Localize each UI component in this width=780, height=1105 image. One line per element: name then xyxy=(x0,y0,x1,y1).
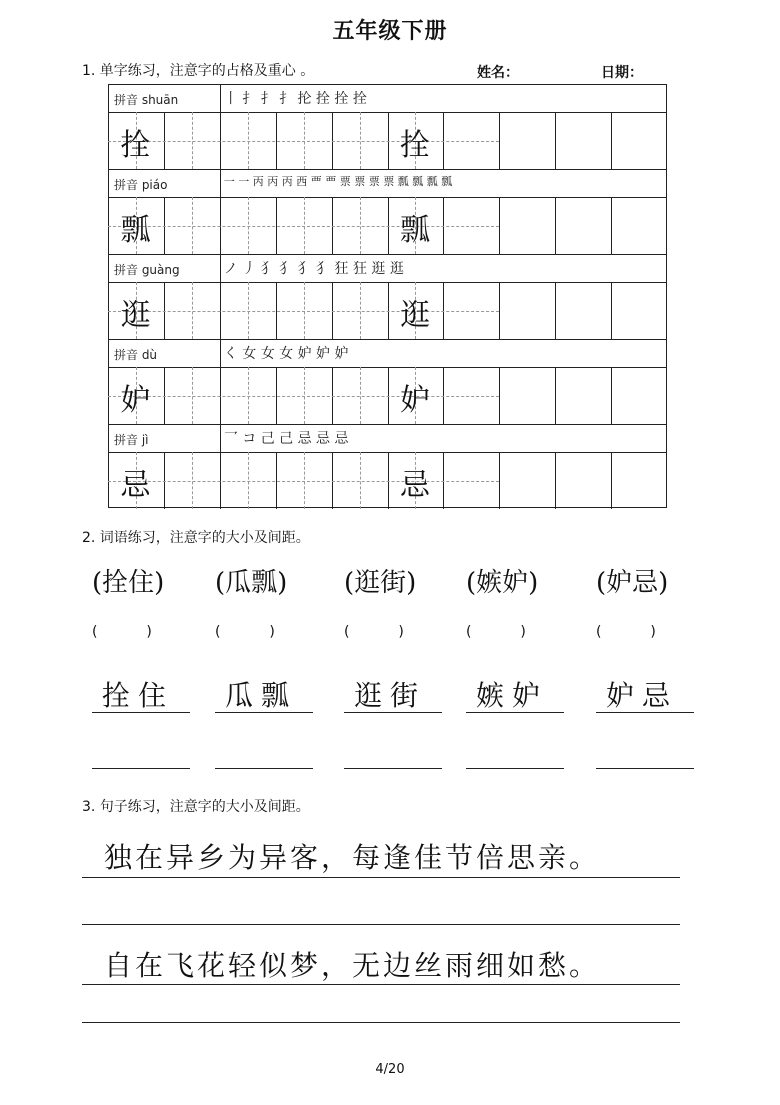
stroke-order: ノ 丿 犭 犭 犭 犭 狂 狂 逛 逛 xyxy=(223,261,404,277)
grid-line xyxy=(611,367,612,424)
pinyin-blank: ( ) xyxy=(92,624,152,640)
pinyin-blank: ( ) xyxy=(215,624,275,640)
pinyin-label: 拼音 guàng xyxy=(114,263,180,277)
model-word: 瓜瓢 xyxy=(225,679,298,712)
grid-line xyxy=(555,112,556,169)
model-character: 忌 xyxy=(400,468,430,503)
date-label: 日期： xyxy=(601,65,643,81)
writing-line xyxy=(466,768,564,769)
paren-word: (嫉妒) xyxy=(466,568,539,598)
grid-line xyxy=(666,84,667,508)
writing-line xyxy=(215,712,313,713)
paren-word: (瓜瓢) xyxy=(215,568,288,598)
writing-line xyxy=(344,768,442,769)
writing-line xyxy=(92,712,190,713)
pinyin-blank: ( ) xyxy=(344,624,404,640)
grid-line xyxy=(108,424,667,425)
stroke-order: 丨 扌 扌 扌 抡 拴 拴 拴 xyxy=(223,91,367,107)
stroke-order: 一 一 丙 丙 丙 西 覀 覀 票 票 票 票 瓢 瓢 瓢 瓢 xyxy=(223,175,453,188)
writing-line xyxy=(92,768,190,769)
grid-line xyxy=(220,339,221,367)
section1-heading: 1. 单字练习，注意字的占格及重心 。 xyxy=(82,63,315,79)
section2-heading: 2. 词语练习，注意字的大小及间距。 xyxy=(82,530,310,546)
grid-line xyxy=(499,282,500,339)
page-title: 五年级下册 xyxy=(332,19,448,44)
grid-line xyxy=(611,112,612,169)
grid-line xyxy=(220,169,221,197)
grid-line xyxy=(611,282,612,339)
model-sentence: 自在飞花轻似梦，无边丝雨细如愁。 xyxy=(104,949,601,982)
grid-line xyxy=(108,339,667,340)
character-grid xyxy=(108,84,667,508)
grid-line xyxy=(108,254,667,255)
grid-line xyxy=(555,452,556,509)
grid-line xyxy=(499,452,500,509)
pinyin-label: 拼音 dù xyxy=(114,348,158,362)
paren-word: (妒忌) xyxy=(596,568,669,598)
grid-line xyxy=(611,197,612,254)
name-label: 姓名： xyxy=(477,65,519,81)
model-character: 拴 xyxy=(120,128,151,163)
pinyin-blank: ( ) xyxy=(466,624,526,640)
writing-line xyxy=(82,1022,680,1023)
model-word: 嫉妒 xyxy=(476,679,549,712)
section3-heading: 3. 句子练习，注意字的大小及间距。 xyxy=(82,799,310,815)
paren-word: (拴住) xyxy=(92,568,165,598)
grid-line xyxy=(220,254,221,282)
writing-line xyxy=(344,712,442,713)
pinyin-label: 拼音 piáo xyxy=(114,178,168,192)
model-character: 逛 xyxy=(120,298,151,333)
grid-line xyxy=(499,112,500,169)
model-character: 忌 xyxy=(120,468,151,503)
grid-line xyxy=(108,84,667,85)
model-character: 妒 xyxy=(400,383,430,418)
writing-line xyxy=(82,924,680,925)
paren-word: (逛街) xyxy=(344,568,417,598)
pinyin-label: 拼音 shuān xyxy=(114,93,179,107)
page-number: 4/20 xyxy=(375,1062,405,1077)
model-character: 瓢 xyxy=(400,213,430,248)
grid-line xyxy=(220,424,221,452)
writing-line xyxy=(596,712,694,713)
stroke-order: 乛 コ 己 己 忌 忌 忌 xyxy=(223,431,349,447)
grid-line xyxy=(220,84,221,112)
writing-line xyxy=(215,768,313,769)
model-character: 妒 xyxy=(120,383,151,418)
writing-line xyxy=(596,768,694,769)
grid-line xyxy=(108,169,667,170)
pinyin-label: 拼音 jì xyxy=(114,433,149,447)
stroke-order: く 女 女 女 妒 妒 妒 xyxy=(223,346,349,362)
grid-line xyxy=(555,197,556,254)
model-sentence: 独在异乡为异客，每逢佳节倍思亲。 xyxy=(104,841,601,874)
pinyin-blank: ( ) xyxy=(596,624,656,640)
model-character: 拴 xyxy=(400,128,430,163)
grid-line xyxy=(555,282,556,339)
grid-line xyxy=(499,197,500,254)
model-word: 逛街 xyxy=(354,679,427,712)
grid-line xyxy=(499,367,500,424)
writing-line xyxy=(82,984,680,985)
model-word: 拴住 xyxy=(102,679,175,712)
writing-line xyxy=(82,877,680,878)
grid-line xyxy=(611,452,612,509)
grid-line xyxy=(555,367,556,424)
model-character: 瓢 xyxy=(120,213,151,248)
model-word: 妒忌 xyxy=(606,679,679,712)
writing-line xyxy=(466,712,564,713)
model-character: 逛 xyxy=(400,298,430,333)
